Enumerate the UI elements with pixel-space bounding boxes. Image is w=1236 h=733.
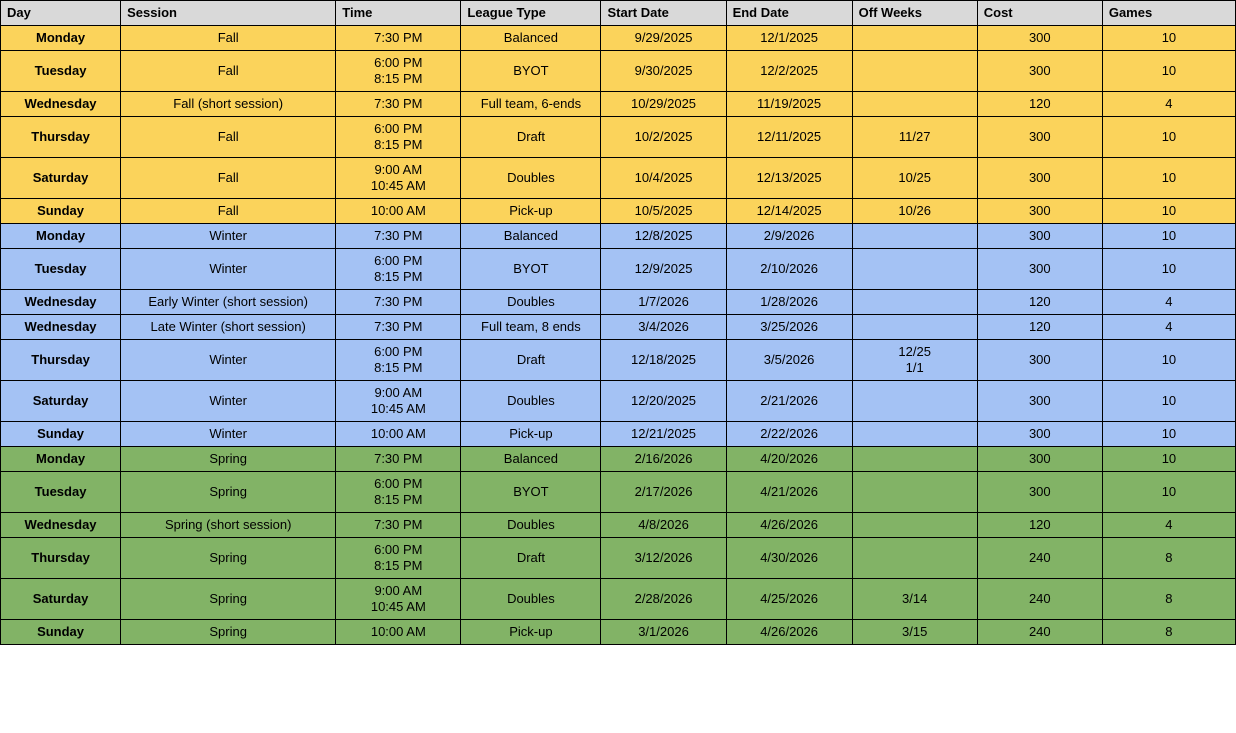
cell-start-date: 1/7/2026 — [601, 290, 726, 315]
cell-end-date: 11/19/2025 — [726, 92, 852, 117]
cell-cost: 300 — [977, 447, 1102, 472]
column-header-start-date: Start Date — [601, 1, 726, 26]
cell-cost: 240 — [977, 620, 1102, 645]
cell-end-date: 4/25/2026 — [726, 579, 852, 620]
cell-end-date: 4/26/2026 — [726, 620, 852, 645]
table-row — [1, 117, 1236, 158]
cell-off-weeks — [852, 340, 977, 381]
cell-time-line: 8:15 PM — [374, 269, 423, 284]
cell-time-line: 10:00 AM — [370, 624, 426, 639]
cell-start-date: 10/5/2025 — [601, 199, 726, 224]
table-row — [1, 92, 1236, 117]
cell-time — [336, 447, 461, 472]
cell-day: Sunday — [1, 199, 121, 224]
column-header-cost: Cost — [977, 1, 1102, 26]
cell-time-line: 8:15 PM — [374, 137, 423, 152]
cell-session: Spring — [121, 538, 336, 579]
cell-league-type: Draft — [461, 117, 601, 158]
cell-time — [336, 340, 461, 381]
table-header — [1, 1, 1236, 26]
cell-end-date: 3/25/2026 — [726, 315, 852, 340]
table-body — [1, 26, 1236, 645]
table-row — [1, 290, 1236, 315]
cell-cost: 240 — [977, 579, 1102, 620]
column-header-league-type: League Type — [461, 1, 601, 26]
cell-session: Fall — [121, 158, 336, 199]
cell-time-line: 10:00 AM — [370, 203, 426, 218]
cell-start-date: 3/12/2026 — [601, 538, 726, 579]
cell-league-type: Doubles — [461, 290, 601, 315]
cell-games: 10 — [1102, 158, 1235, 199]
cell-off-weeks — [852, 315, 977, 340]
cell-off-weeks-line: 11/27 — [898, 129, 931, 144]
cell-end-date: 2/22/2026 — [726, 422, 852, 447]
cell-time-line: 6:00 PM — [374, 344, 423, 359]
table-row — [1, 315, 1236, 340]
table-row — [1, 538, 1236, 579]
cell-end-date: 4/26/2026 — [726, 513, 852, 538]
cell-off-weeks-line: 3/14 — [902, 591, 928, 606]
cell-games: 10 — [1102, 224, 1235, 249]
cell-time-line: 8:15 PM — [374, 558, 423, 573]
cell-league-type: Full team, 8 ends — [461, 315, 601, 340]
cell-time — [336, 51, 461, 92]
column-header-games: Games — [1102, 1, 1235, 26]
cell-day: Wednesday — [1, 92, 121, 117]
cell-session: Early Winter (short session) — [121, 290, 336, 315]
cell-start-date: 4/8/2026 — [601, 513, 726, 538]
cell-time — [336, 422, 461, 447]
cell-league-type: Balanced — [461, 26, 601, 51]
column-header-session: Session — [121, 1, 336, 26]
cell-cost: 300 — [977, 158, 1102, 199]
cell-time-line: 6:00 PM — [374, 476, 423, 491]
cell-league-type: Doubles — [461, 158, 601, 199]
cell-off-weeks-line: 10/26 — [898, 203, 931, 218]
cell-day: Wednesday — [1, 513, 121, 538]
cell-session: Spring — [121, 620, 336, 645]
column-header-off-weeks: Off Weeks — [852, 1, 977, 26]
cell-session: Winter — [121, 224, 336, 249]
cell-off-weeks — [852, 620, 977, 645]
cell-off-weeks — [852, 381, 977, 422]
cell-games: 10 — [1102, 117, 1235, 158]
cell-off-weeks-line: 12/25 — [898, 344, 931, 359]
cell-day: Thursday — [1, 538, 121, 579]
cell-day: Saturday — [1, 579, 121, 620]
cell-off-weeks — [852, 199, 977, 224]
cell-games: 10 — [1102, 472, 1235, 513]
cell-time-line: 10:45 AM — [370, 401, 426, 416]
cell-off-weeks — [852, 579, 977, 620]
cell-games: 10 — [1102, 199, 1235, 224]
cell-start-date: 10/2/2025 — [601, 117, 726, 158]
cell-cost: 120 — [977, 513, 1102, 538]
cell-day: Thursday — [1, 117, 121, 158]
cell-session: Winter — [121, 340, 336, 381]
cell-cost: 300 — [977, 422, 1102, 447]
table-row — [1, 620, 1236, 645]
header-row — [1, 1, 1236, 26]
cell-time-line: 7:30 PM — [374, 228, 423, 243]
table-row — [1, 422, 1236, 447]
cell-cost: 300 — [977, 26, 1102, 51]
cell-off-weeks — [852, 117, 977, 158]
cell-games: 10 — [1102, 340, 1235, 381]
cell-day: Wednesday — [1, 315, 121, 340]
cell-cost: 300 — [977, 472, 1102, 513]
table-row — [1, 513, 1236, 538]
cell-time-line: 8:15 PM — [374, 360, 423, 375]
cell-off-weeks — [852, 92, 977, 117]
cell-time-line: 7:30 PM — [374, 517, 423, 532]
cell-time — [336, 26, 461, 51]
cell-day: Sunday — [1, 422, 121, 447]
cell-cost: 240 — [977, 538, 1102, 579]
cell-league-type: Draft — [461, 538, 601, 579]
cell-day: Monday — [1, 26, 121, 51]
cell-cost: 300 — [977, 249, 1102, 290]
cell-games: 10 — [1102, 422, 1235, 447]
cell-time — [336, 579, 461, 620]
cell-end-date: 2/10/2026 — [726, 249, 852, 290]
table-row — [1, 579, 1236, 620]
cell-time-line: 6:00 PM — [374, 253, 423, 268]
table-row — [1, 447, 1236, 472]
cell-time — [336, 472, 461, 513]
cell-league-type: Doubles — [461, 513, 601, 538]
cell-league-type: Balanced — [461, 447, 601, 472]
cell-start-date: 9/30/2025 — [601, 51, 726, 92]
cell-time — [336, 224, 461, 249]
cell-off-weeks — [852, 224, 977, 249]
cell-start-date: 10/4/2025 — [601, 158, 726, 199]
column-header-time: Time — [336, 1, 461, 26]
cell-league-type: Doubles — [461, 381, 601, 422]
cell-day: Tuesday — [1, 472, 121, 513]
table-row — [1, 249, 1236, 290]
cell-games: 10 — [1102, 26, 1235, 51]
column-header-day: Day — [1, 1, 121, 26]
cell-session: Fall — [121, 199, 336, 224]
cell-start-date: 2/16/2026 — [601, 447, 726, 472]
cell-league-type: Doubles — [461, 579, 601, 620]
cell-time — [336, 620, 461, 645]
cell-games: 4 — [1102, 513, 1235, 538]
cell-league-type: BYOT — [461, 51, 601, 92]
cell-time — [336, 158, 461, 199]
cell-league-type: Balanced — [461, 224, 601, 249]
table-row — [1, 472, 1236, 513]
cell-time — [336, 538, 461, 579]
cell-session: Fall (short session) — [121, 92, 336, 117]
table-row — [1, 381, 1236, 422]
cell-time — [336, 117, 461, 158]
cell-time — [336, 92, 461, 117]
cell-time-line: 9:00 AM — [374, 385, 423, 400]
cell-end-date: 2/21/2026 — [726, 381, 852, 422]
cell-start-date: 10/29/2025 — [601, 92, 726, 117]
cell-cost: 120 — [977, 92, 1102, 117]
cell-day: Sunday — [1, 620, 121, 645]
table-row — [1, 199, 1236, 224]
cell-cost: 120 — [977, 315, 1102, 340]
table-row — [1, 224, 1236, 249]
cell-time-line: 10:00 AM — [370, 426, 426, 441]
cell-games: 10 — [1102, 447, 1235, 472]
cell-games: 4 — [1102, 290, 1235, 315]
cell-time-line: 7:30 PM — [374, 451, 423, 466]
cell-day: Monday — [1, 224, 121, 249]
cell-off-weeks — [852, 447, 977, 472]
cell-off-weeks-line: 1/1 — [905, 360, 924, 375]
cell-session: Spring (short session) — [121, 513, 336, 538]
cell-time-line: 7:30 PM — [374, 30, 423, 45]
cell-off-weeks — [852, 290, 977, 315]
cell-time — [336, 315, 461, 340]
cell-day: Wednesday — [1, 290, 121, 315]
cell-time-line: 6:00 PM — [374, 55, 423, 70]
cell-league-type: Draft — [461, 340, 601, 381]
cell-cost: 300 — [977, 224, 1102, 249]
cell-time-line: 6:00 PM — [374, 121, 423, 136]
cell-start-date: 12/21/2025 — [601, 422, 726, 447]
cell-games: 8 — [1102, 620, 1235, 645]
cell-cost: 300 — [977, 51, 1102, 92]
cell-start-date: 9/29/2025 — [601, 26, 726, 51]
cell-off-weeks — [852, 26, 977, 51]
cell-time-line: 8:15 PM — [374, 71, 423, 86]
cell-time — [336, 249, 461, 290]
cell-time — [336, 513, 461, 538]
cell-league-type: Pick-up — [461, 620, 601, 645]
cell-start-date: 12/9/2025 — [601, 249, 726, 290]
table-row — [1, 158, 1236, 199]
cell-session: Fall — [121, 26, 336, 51]
cell-time-line: 6:00 PM — [374, 542, 423, 557]
cell-end-date: 4/20/2026 — [726, 447, 852, 472]
cell-cost: 300 — [977, 117, 1102, 158]
cell-day: Saturday — [1, 158, 121, 199]
cell-off-weeks — [852, 513, 977, 538]
cell-end-date: 4/30/2026 — [726, 538, 852, 579]
table-row — [1, 340, 1236, 381]
cell-time — [336, 381, 461, 422]
cell-end-date: 12/11/2025 — [726, 117, 852, 158]
cell-time-line: 7:30 PM — [374, 294, 423, 309]
cell-off-weeks — [852, 472, 977, 513]
cell-games: 10 — [1102, 381, 1235, 422]
cell-time-line: 9:00 AM — [374, 583, 423, 598]
cell-session: Winter — [121, 381, 336, 422]
cell-league-type: BYOT — [461, 472, 601, 513]
table-row — [1, 26, 1236, 51]
cell-time-line: 9:00 AM — [374, 162, 423, 177]
cell-end-date: 12/2/2025 — [726, 51, 852, 92]
cell-start-date: 12/20/2025 — [601, 381, 726, 422]
cell-day: Saturday — [1, 381, 121, 422]
cell-time-line: 10:45 AM — [370, 178, 426, 193]
cell-start-date: 3/4/2026 — [601, 315, 726, 340]
cell-time-line: 7:30 PM — [374, 96, 423, 111]
cell-end-date: 3/5/2026 — [726, 340, 852, 381]
cell-games: 8 — [1102, 538, 1235, 579]
cell-cost: 300 — [977, 340, 1102, 381]
cell-session: Spring — [121, 447, 336, 472]
cell-time-line: 10:45 AM — [370, 599, 426, 614]
cell-session: Fall — [121, 51, 336, 92]
cell-end-date: 12/13/2025 — [726, 158, 852, 199]
cell-off-weeks — [852, 538, 977, 579]
cell-start-date: 2/28/2026 — [601, 579, 726, 620]
cell-end-date: 1/28/2026 — [726, 290, 852, 315]
cell-session: Spring — [121, 472, 336, 513]
cell-start-date: 2/17/2026 — [601, 472, 726, 513]
cell-games: 10 — [1102, 51, 1235, 92]
cell-cost: 120 — [977, 290, 1102, 315]
cell-session: Spring — [121, 579, 336, 620]
cell-day: Monday — [1, 447, 121, 472]
cell-time-line: 7:30 PM — [374, 319, 423, 334]
cell-end-date: 2/9/2026 — [726, 224, 852, 249]
cell-session: Late Winter (short session) — [121, 315, 336, 340]
cell-start-date: 3/1/2026 — [601, 620, 726, 645]
cell-start-date: 12/8/2025 — [601, 224, 726, 249]
cell-time-line: 8:15 PM — [374, 492, 423, 507]
cell-session: Winter — [121, 422, 336, 447]
cell-day: Tuesday — [1, 51, 121, 92]
cell-session: Fall — [121, 117, 336, 158]
cell-end-date: 4/21/2026 — [726, 472, 852, 513]
cell-time — [336, 290, 461, 315]
cell-day: Tuesday — [1, 249, 121, 290]
cell-cost: 300 — [977, 381, 1102, 422]
cell-off-weeks-line: 10/25 — [898, 170, 931, 185]
cell-off-weeks — [852, 422, 977, 447]
cell-games: 4 — [1102, 92, 1235, 117]
cell-start-date: 12/18/2025 — [601, 340, 726, 381]
cell-games: 4 — [1102, 315, 1235, 340]
table-row — [1, 51, 1236, 92]
cell-off-weeks-line: 3/15 — [902, 624, 928, 639]
cell-cost: 300 — [977, 199, 1102, 224]
cell-games: 10 — [1102, 249, 1235, 290]
cell-off-weeks — [852, 51, 977, 92]
cell-league-type: BYOT — [461, 249, 601, 290]
cell-end-date: 12/1/2025 — [726, 26, 852, 51]
cell-off-weeks — [852, 249, 977, 290]
cell-off-weeks — [852, 158, 977, 199]
cell-league-type: Pick-up — [461, 422, 601, 447]
cell-league-type: Full team, 6-ends — [461, 92, 601, 117]
cell-league-type: Pick-up — [461, 199, 601, 224]
cell-session: Winter — [121, 249, 336, 290]
column-header-end-date: End Date — [726, 1, 852, 26]
cell-time — [336, 199, 461, 224]
cell-games: 8 — [1102, 579, 1235, 620]
cell-end-date: 12/14/2025 — [726, 199, 852, 224]
cell-day: Thursday — [1, 340, 121, 381]
